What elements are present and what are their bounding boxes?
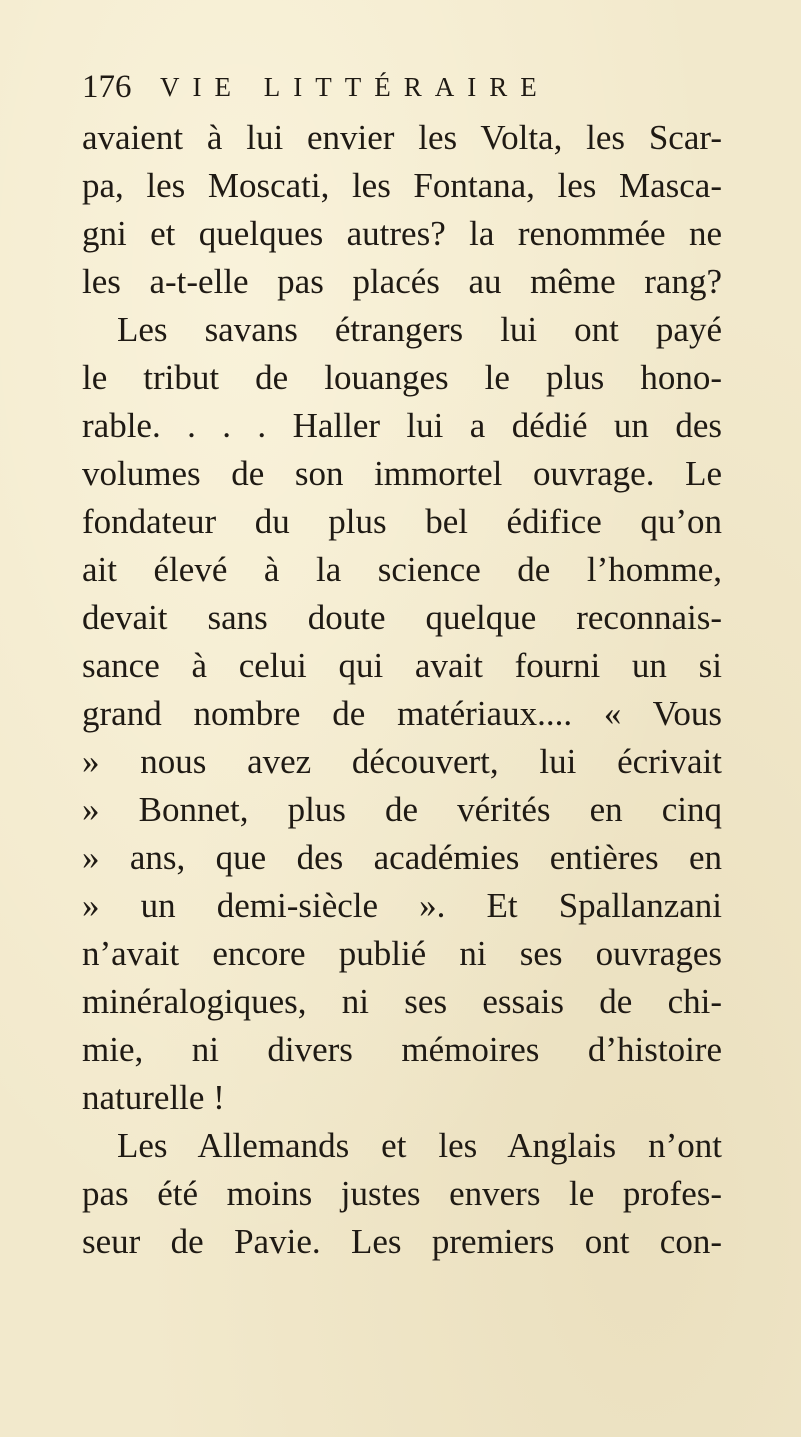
paragraph-end-line: naturelle ! [82, 1078, 225, 1117]
text-line: pa, les Moscati, les Fontana, les Masca- [82, 166, 722, 205]
text-line: devait sans doute quelque reconnais- [82, 598, 722, 637]
text-line: fondateur du plus bel édifice qu’on [82, 502, 722, 541]
text-line: mie, ni divers mémoires d’histoire [82, 1030, 722, 1069]
page-header [82, 64, 722, 110]
text-line: n’avait encore publié ni ses ouvrages [82, 934, 722, 973]
text-line: minéralogiques, ni ses essais de chi- [82, 982, 722, 1021]
text-line: sance à celui qui avait fourni un si [82, 646, 722, 685]
text-line: seur de Pavie. Les premiers ont con- [82, 1222, 722, 1261]
text-line: le tribut de louanges le plus hono- [82, 358, 722, 397]
paragraph-start-line: Les Allemands et les Anglais n’ont [117, 1126, 722, 1165]
text-line: volumes de son immortel ouvrage. Le [82, 454, 722, 493]
quote-line: » ans, que des académies entières en [82, 838, 722, 877]
text-line: grand nombre de matériaux.... « Vous [82, 694, 722, 733]
paragraph-start-line: Les savans étrangers lui ont payé [117, 310, 722, 349]
text-line: pas été moins justes envers le profes- [82, 1174, 722, 1213]
text-line: rable. . . . Haller lui a dédié un des [82, 406, 722, 445]
text-line: ait élevé à la science de l’homme, [82, 550, 722, 589]
text-line: les a-t-elle pas placés au même rang? [82, 262, 722, 301]
quote-line: » nous avez découvert, lui écrivait [82, 742, 722, 781]
quote-line: » Bonnet, plus de vérités en cinq [82, 790, 722, 829]
text-line: gni et quelques autres? la renommée ne [82, 214, 722, 253]
quote-line: » un demi-siècle ». Et Spallanzani [82, 886, 722, 925]
page-number: 176 [82, 69, 132, 105]
running-title: VIE LITTÉRAIRE [160, 72, 550, 102]
text-line: avaient à lui envier les Volta, les Scar- [82, 118, 722, 157]
body-text [82, 114, 722, 1266]
